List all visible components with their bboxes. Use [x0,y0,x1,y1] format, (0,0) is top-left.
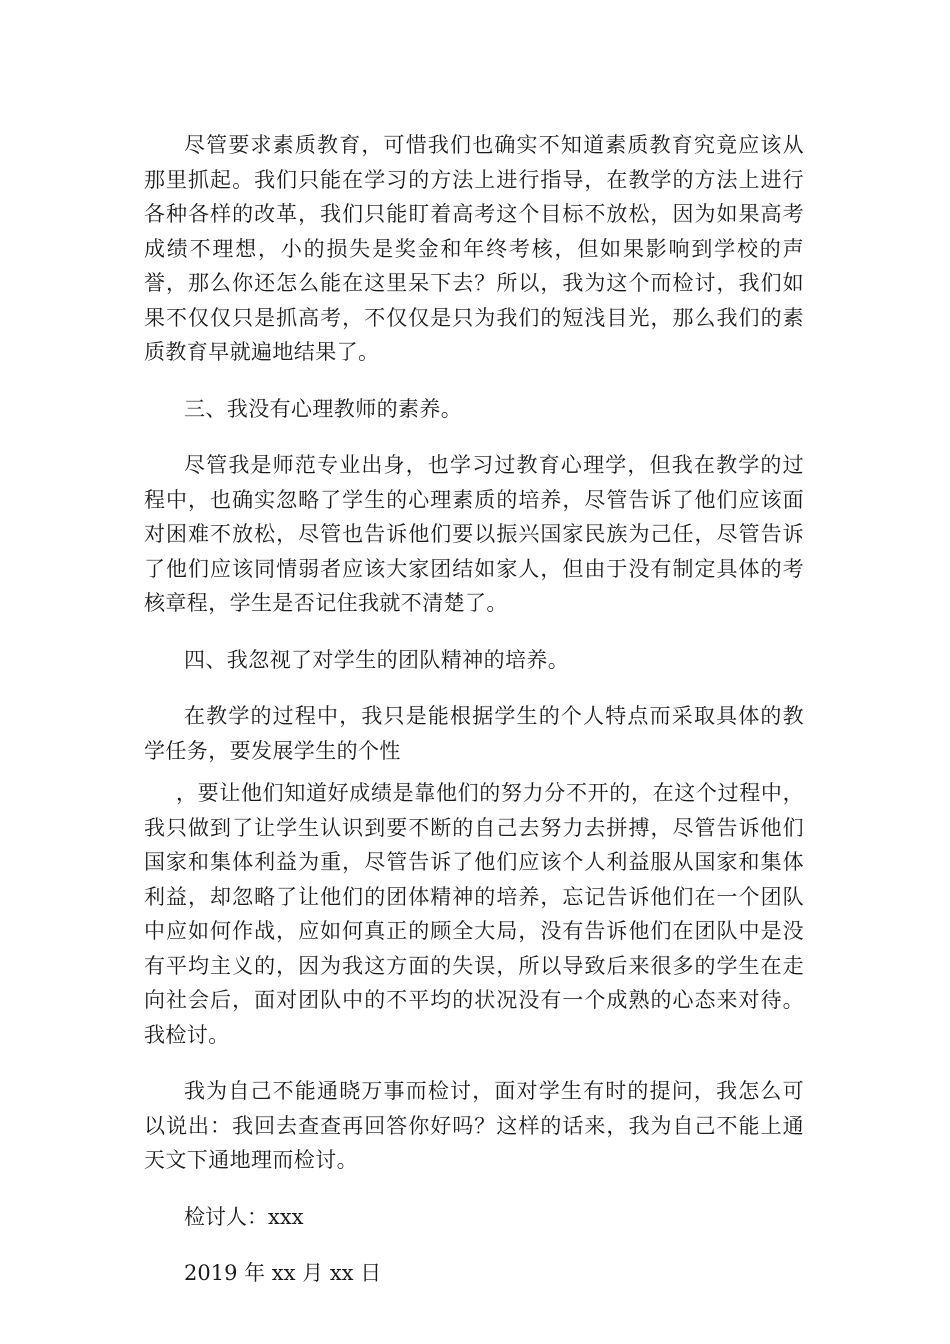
heading-section-four: 四、我忽视了对学生的团队精神的培养。 [184,647,570,672]
date-line: 2019 年 xx 月 xx 日 [184,1261,382,1285]
heading-section-three: 三、我没有心理教师的素养。 [184,396,463,421]
signer-line: 检讨人：xxx [184,1204,304,1229]
paragraph-team-spirit: ，要让他们知道好成绩是靠他们的努力分不开的，在这个过程中，我只做到了让学生认识到要不断的自己去努力去拼搏，尽管告诉他们国家和集体利益为重，尽管告诉了他们应该个人利益服从国家和集体利益，却忽略了让他们的团体精神的培养，忘记告诉他们在一个团队中应如何作战，应如何真正的顾全大局，没有告诉他们在团队中是没有平均主义的，因为我这方面的失误，所以导致后来很多的学生在走向社会后，面对团队中的不平均的状况没有一个成熟的心态来对待。我检讨。 [144,781,804,1047]
paragraph-teaching-process: 在教学的过程中，我只是能根据学生的个人特点而采取具体的教学任务，要发展学生的个性 [144,704,804,763]
paragraph-self-criticism: 我为自己不能通晓万事而检讨，面对学生有时的提问，我怎么可以说出：我回去查查再回答你好吗？这样的话来，我为自己不能上通天文下通地理而检讨。 [144,1079,804,1172]
paragraph-psychology: 尽管我是师范专业出身，也学习过教育心理学，但我在教学的过程中，也确实忽略了学生的心理素质的培养，尽管告诉了他们应该面对困难不放松，尽管也告诉他们要以振兴国家民族为己任，尽管告诉了他们应该同情弱者应该大家团结如家人，但由于没有制定具体的考核章程，学生是否记住我就不清楚了。 [144,453,804,615]
document-body [144,128,804,1313]
paragraph-quality-education: 尽管要求素质教育，可惜我们也确实不知道素质教育究竟应该从那里抓起。我们只能在学习的方法上进行指导，在教学的方法上进行各种各样的改革，我们只能盯着高考这个目标不放松，因为如果高考成绩不理想，小的损失是奖金和年终考核，但如果影响到学校的声誉，那么你还怎么能在这里呆下去？所以，我为这个而检讨，我们如果不仅仅只是抓高考，不仅仅是只为我们的短浅目光，那么我们的素质教育早就遍地结果了。 [144,133,804,364]
